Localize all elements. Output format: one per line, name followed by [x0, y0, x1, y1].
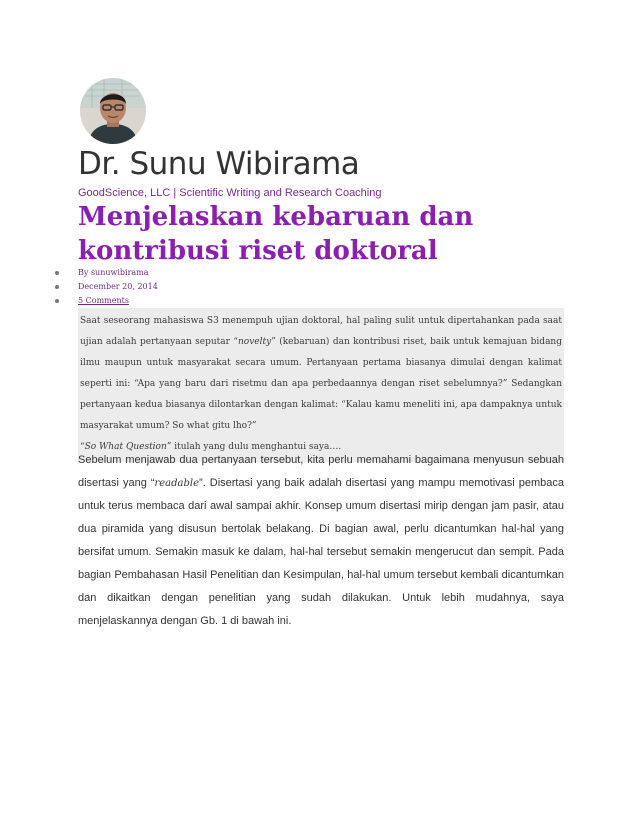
quote-emphasis-sowhat: So What Question — [84, 442, 167, 452]
post-meta — [55, 266, 158, 308]
quote-emphasis-novelty: novelty — [237, 337, 272, 347]
post-date[interactable]: December 20, 2014 — [55, 280, 158, 294]
quote-paragraph — [80, 311, 562, 437]
post-quote — [78, 308, 564, 462]
quote-closing-text: ” itulah yang dulu menghantui saya…. — [166, 442, 342, 452]
site-title[interactable]: Dr. Sunu Wibirama — [78, 146, 360, 182]
quote-text-a: Saat seseorang mahasiswa S3 menempuh ujian doktoral, hal paling sulit untuk dipertahankan pada saat ujian adalah pertanyaan seputar “ — [80, 316, 562, 347]
post-title[interactable]: Menjelaskan kebaruan dan kontribusi riset doktoral — [78, 202, 474, 266]
author-avatar — [80, 78, 146, 144]
post-author[interactable]: By sunuwibirama — [55, 266, 158, 280]
post-body-paragraph — [78, 449, 564, 633]
quote-open-mark: “ — [80, 442, 85, 452]
author-photo — [80, 78, 146, 144]
quote-text-b: ” (kebaruan) dan kontribusi riset, baik untuk kemajuan bidang ilmu maupun untuk masyarakat secara umum. Pertanyaan pertama biasanya dimulai dengan kalimat seperti ini: “Apa yang baru dari risetmu dan apa perbedaannya dengan riset sebelumnya?” Sedangkan pertanyaan kedua biasanya dilontarkan dengan kalimat: “Kalau kamu meneliti ini, apa dampaknya untuk masyarakat umum? So what gitu lho?” — [80, 337, 562, 431]
body-emphasis-readable: readable — [154, 478, 200, 489]
body-text-b: ”. Disertasi yang baik adalah disertasi yang mampu memotivasi pembaca untuk terus membaca dari awal sampai akhir. Konsep umum disertasi mirip dengan jam pasir, atau dua piramida yang disusun bertolak belakang. Di bagian awal, perlu dicantumkan hal-hal yang bersifat umum. Semakin masuk ke dalam, hal-hal tersebut semakin mengerucut dan sempit. Pada bagian Pembahasan Hasil Penelitian dan Kesimpulan, hal-hal umum tersebut kembali dicantumkan dan dikaitkan dengan penelitian yang sudah dilakukan. Untuk lebih mudahnya, saya menjelaskannya dengan Gb. 1 di bawah ini. — [78, 477, 564, 627]
site-description: GoodScience, LLC | Scientific Writing and Research Coaching — [78, 187, 382, 199]
body-text-a: Sebelum menjawab dua pertanyaan tersebut, kita perlu memahami bagaimana menyusun sebuah disertasi yang “ — [78, 454, 564, 489]
post-comments-link[interactable]: 5 Comments — [55, 294, 158, 308]
